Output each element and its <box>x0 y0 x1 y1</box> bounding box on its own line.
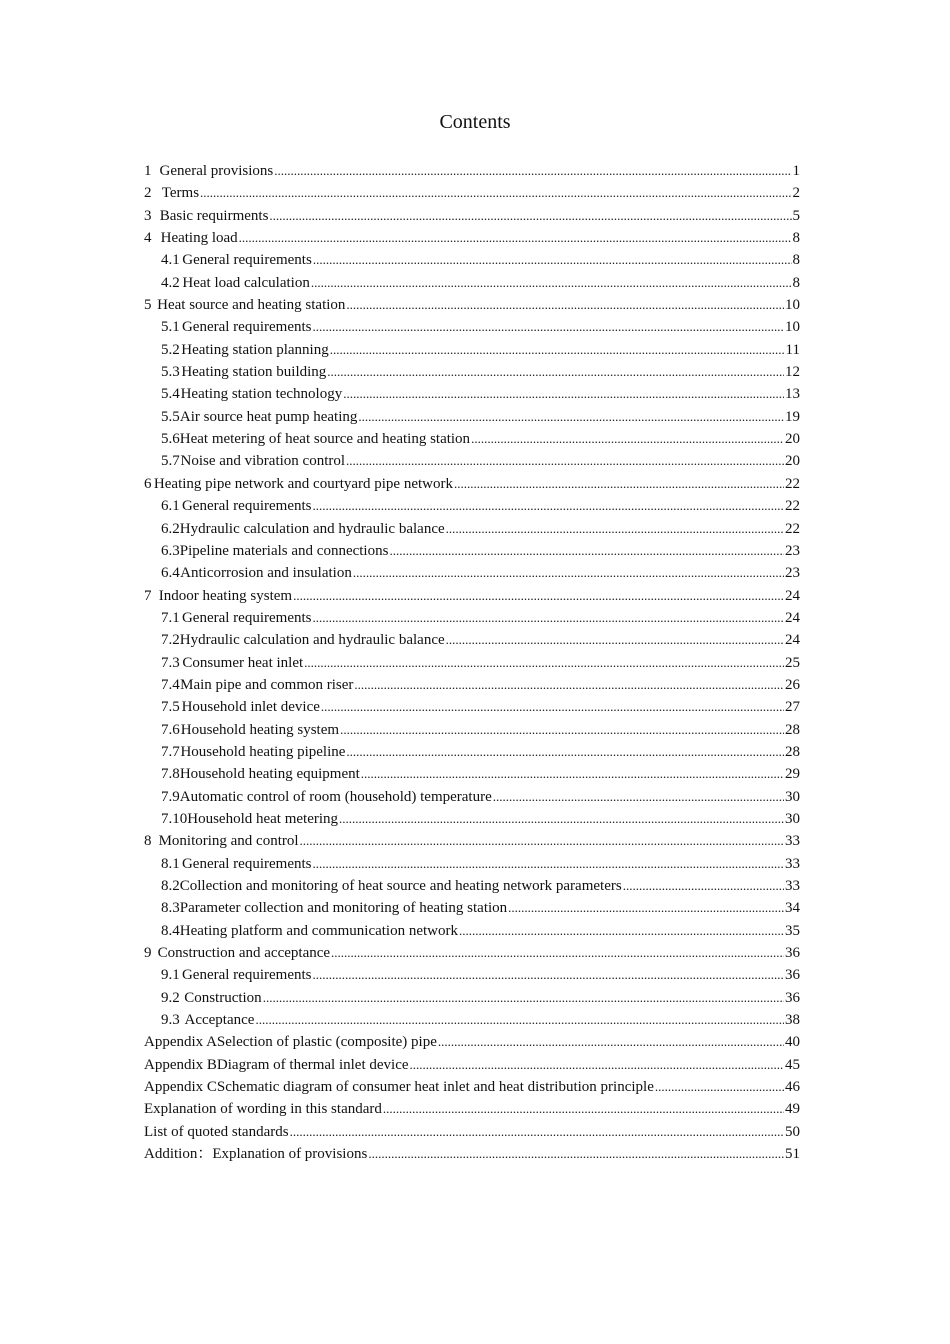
dot-leader <box>313 607 785 629</box>
dot-leader <box>438 1031 784 1053</box>
entry-label: Heat load calculation <box>182 274 310 291</box>
dot-leader <box>313 249 792 271</box>
toc-appendix[interactable] <box>144 1031 800 1053</box>
toc-subentry[interactable] <box>144 450 800 472</box>
dot-leader <box>269 205 791 227</box>
dot-leader <box>354 674 784 696</box>
entry-label: Parameter collection and monitoring of heating station <box>179 900 508 917</box>
entry-label: Schematic diagram of consumer heat inlet and heat distribution principle <box>216 1079 654 1096</box>
entry-number: 7.5 <box>161 699 180 716</box>
entry-label: Monitoring and control <box>158 833 299 850</box>
dot-leader <box>508 897 784 919</box>
dot-leader <box>358 406 784 428</box>
entry-label: Indoor heating system <box>158 587 293 604</box>
dot-leader <box>346 294 784 316</box>
entry-label: Main pipe and common riser <box>180 676 354 693</box>
entry-number: 4.2 <box>161 274 180 291</box>
entry-number: 7.4 <box>161 676 180 693</box>
entry-number: 8.2 <box>161 878 180 894</box>
entry-label: List of quoted standards <box>144 1123 289 1140</box>
entry-number: 7.10 <box>161 810 188 827</box>
toc-entry[interactable] <box>144 205 800 227</box>
page-title: Contents <box>439 111 511 133</box>
entry-number: 2 <box>144 185 152 202</box>
appendix-number: Appendix B <box>144 1056 217 1073</box>
entry-number: 5 <box>144 297 152 314</box>
entry-number: 3 <box>144 207 152 224</box>
entry-label: Heating platform and communication network <box>179 922 459 939</box>
dot-leader <box>331 942 784 964</box>
entry-number: 6.1 <box>161 498 180 515</box>
entry-number: 9.2 <box>161 989 180 1006</box>
toc-subentry[interactable] <box>144 964 800 986</box>
entry-number: 6.2 <box>161 520 180 537</box>
entry-number: 9.1 <box>161 967 180 984</box>
entry-number: 8.3 <box>161 900 180 917</box>
entry-label: Terms <box>161 185 200 202</box>
dot-leader <box>493 786 784 808</box>
entry-number: 9.3 <box>161 1012 180 1029</box>
toc-subentry[interactable] <box>144 741 800 763</box>
entry-number: 5.5 <box>161 408 180 425</box>
entry-page: 36 <box>785 967 800 984</box>
dot-leader <box>239 227 792 249</box>
entry-page: 22 <box>785 475 800 492</box>
entry-page: 45 <box>785 1056 800 1073</box>
entry-number: 6 <box>144 475 152 492</box>
table-of-contents <box>144 160 800 1165</box>
entry-page: 51 <box>785 1146 800 1163</box>
entry-label: Diagram of thermal inlet device <box>216 1056 409 1073</box>
toc-appendix[interactable] <box>144 1054 800 1076</box>
entry-label: Household heating equipment <box>179 766 360 783</box>
entry-page: 20 <box>785 431 800 448</box>
entry-label: General requirements <box>181 855 312 872</box>
entry-number: 5.6 <box>161 431 180 448</box>
entry-page: 36 <box>785 945 800 962</box>
entry-page: 36 <box>785 989 800 1006</box>
entry-page: 28 <box>785 743 800 760</box>
toc-subentry[interactable] <box>144 987 800 1009</box>
entry-number: 7.2 <box>161 632 180 649</box>
toc-subentry[interactable] <box>144 897 800 919</box>
entry-label: Heating station planning <box>181 341 329 358</box>
entry-page: 22 <box>785 498 800 515</box>
entry-page: 23 <box>785 565 800 582</box>
dot-leader <box>353 562 784 584</box>
toc-entry[interactable] <box>144 1098 800 1120</box>
toc-subentry[interactable] <box>144 696 800 718</box>
toc-subentry[interactable] <box>144 920 800 942</box>
dot-leader <box>346 741 784 763</box>
toc-subentry[interactable] <box>144 540 800 562</box>
entry-number: 6.4 <box>161 565 180 582</box>
dot-leader <box>313 316 785 338</box>
entry-page: 29 <box>785 766 800 783</box>
entry-page: 8 <box>792 274 800 291</box>
entry-label: Household heating pipeline <box>180 743 346 760</box>
dot-leader <box>339 808 784 830</box>
entry-page: 28 <box>785 721 800 738</box>
toc-entry[interactable] <box>144 227 800 249</box>
dot-leader <box>471 428 784 450</box>
toc-subentry[interactable] <box>144 249 800 271</box>
entry-number: 5.3 <box>161 364 180 381</box>
entry-page: 10 <box>785 319 800 336</box>
dot-leader <box>446 629 784 651</box>
entry-page: 30 <box>785 788 800 805</box>
entry-label: Construction and acceptance <box>157 945 331 962</box>
entry-number: 9 <box>144 945 152 962</box>
entry-label: Basic requirments <box>159 207 269 224</box>
entry-page: 5 <box>792 207 800 224</box>
entry-label: Acceptance <box>184 1012 255 1029</box>
toc-subentry[interactable] <box>144 786 800 808</box>
toc-entry[interactable] <box>144 942 800 964</box>
entry-number: 7.9 <box>161 788 180 805</box>
entry-page: 11 <box>785 341 800 358</box>
entry-label: Household inlet device <box>181 699 320 716</box>
dot-leader <box>313 964 785 986</box>
toc-subentry[interactable] <box>144 383 800 405</box>
entry-label: Heating station technology <box>180 386 343 403</box>
entry-page: 34 <box>785 900 800 917</box>
entry-page: 13 <box>785 386 800 403</box>
toc-entry[interactable] <box>144 182 800 204</box>
entry-number: 5.7 <box>161 453 180 470</box>
entry-page: 33 <box>785 878 800 894</box>
dot-leader <box>321 696 784 718</box>
dot-leader <box>304 652 784 674</box>
toc-subentry[interactable] <box>144 339 800 361</box>
appendix-number: Appendix C <box>144 1079 217 1096</box>
entry-page: 27 <box>785 699 800 716</box>
entry-label: Collection and monitoring of heat source and heating network parameters <box>179 878 622 894</box>
entry-number: 8 <box>144 833 152 850</box>
entry-number: 5.1 <box>161 319 180 336</box>
dot-leader <box>623 875 784 897</box>
entry-page: 23 <box>785 542 800 559</box>
entry-number: 5.2 <box>161 341 180 358</box>
toc-subentry[interactable] <box>144 629 800 651</box>
toc-subentry[interactable] <box>144 719 800 741</box>
entry-number: 7.1 <box>161 609 180 626</box>
entry-label: Household heat metering <box>187 810 339 827</box>
entry-page: 8 <box>792 230 800 247</box>
dot-leader <box>290 1121 784 1143</box>
toc-subentry[interactable] <box>144 674 800 696</box>
entry-page: 12 <box>785 364 800 381</box>
entry-number: 7.7 <box>161 743 180 760</box>
entry-number: 7 <box>144 587 152 604</box>
entry-page: 22 <box>785 520 800 537</box>
dot-leader <box>200 182 791 204</box>
entry-number: 8.4 <box>161 922 180 939</box>
entry-page: 30 <box>785 810 800 827</box>
entry-label: Automatic control of room (household) temperature <box>179 788 492 805</box>
entry-page: 1 <box>792 163 800 179</box>
entry-number: 5.4 <box>161 386 180 403</box>
entry-number: 4 <box>144 230 152 247</box>
dot-leader <box>300 830 784 852</box>
entry-label: Anticorrosion and insulation <box>180 565 352 582</box>
toc-subentry[interactable] <box>144 763 800 785</box>
entry-number: 7.3 <box>161 654 180 671</box>
dot-leader <box>389 540 784 562</box>
entry-page: 8 <box>792 252 800 269</box>
entry-label: General requirements <box>182 252 312 269</box>
entry-label: General requirements <box>181 967 312 984</box>
dot-leader <box>330 339 785 361</box>
dot-leader <box>313 853 785 875</box>
entry-page: 24 <box>785 609 800 626</box>
entry-page: 10 <box>785 297 800 314</box>
entry-page: 2 <box>792 185 800 202</box>
toc-entry[interactable] <box>144 830 800 852</box>
entry-label: Heating pipe network and courtyard pipe network <box>153 475 453 492</box>
entry-page: 24 <box>785 632 800 649</box>
entry-label: Heat source and heating station <box>157 297 346 314</box>
toc-appendix[interactable] <box>144 1076 800 1098</box>
toc-subentry[interactable] <box>144 361 800 383</box>
dot-leader <box>459 920 784 942</box>
entry-label: General requirements <box>181 498 312 515</box>
entry-label: Heat metering of heat source and heating station <box>179 431 471 448</box>
entry-label: Addition：Explanation of provisions <box>144 1146 368 1163</box>
dot-leader <box>454 473 784 495</box>
toc-subentry[interactable] <box>144 1009 800 1031</box>
toc-subentry[interactable] <box>144 808 800 830</box>
dot-leader <box>340 719 784 741</box>
entry-label: General provisions <box>159 163 274 179</box>
dot-leader <box>655 1076 784 1098</box>
entry-label: Pipeline materials and connections <box>179 542 389 559</box>
toc-entry[interactable] <box>144 294 800 316</box>
toc-entry[interactable] <box>144 473 800 495</box>
entry-label: Hydraulic calculation and hydraulic balance <box>179 632 445 649</box>
entry-page: 24 <box>785 587 800 604</box>
dot-leader <box>410 1054 784 1076</box>
entry-label: Heating load <box>160 230 238 247</box>
toc-subentry[interactable] <box>144 518 800 540</box>
entry-label: Household heating system <box>180 721 340 738</box>
dot-leader <box>255 1009 784 1031</box>
entry-label: Noise and vibration control <box>180 453 346 470</box>
dot-leader <box>368 1143 784 1165</box>
dot-leader <box>313 495 785 517</box>
entry-label: Heating station building <box>181 364 327 381</box>
entry-page: 26 <box>785 676 800 693</box>
entry-page: 38 <box>785 1012 800 1029</box>
toc-subentry[interactable] <box>144 495 800 517</box>
toc-entry[interactable] <box>144 1121 800 1143</box>
dot-leader <box>274 160 791 182</box>
dot-leader <box>346 450 784 472</box>
entry-label: Air source heat pump heating <box>179 408 358 425</box>
dot-leader <box>293 585 784 607</box>
entry-label: General requirements <box>181 319 312 336</box>
entry-page: 40 <box>785 1034 800 1051</box>
entry-label: General requirements <box>181 609 312 626</box>
entry-number: 8.1 <box>161 855 180 872</box>
entry-page: 20 <box>785 453 800 470</box>
dot-leader <box>263 987 784 1009</box>
dot-leader <box>343 383 784 405</box>
dot-leader <box>311 272 792 294</box>
toc-subentry[interactable] <box>144 562 800 584</box>
dot-leader <box>446 518 784 540</box>
toc-entry[interactable] <box>144 585 800 607</box>
entry-page: 33 <box>785 833 800 850</box>
toc-subentry[interactable] <box>144 316 800 338</box>
dot-leader <box>361 763 784 785</box>
entry-label: Construction <box>184 989 262 1006</box>
entry-number: 6.3 <box>161 542 180 559</box>
toc-subentry[interactable] <box>144 875 800 897</box>
entry-number: 7.8 <box>161 766 180 783</box>
toc-entry[interactable] <box>144 1143 800 1165</box>
entry-label: Explanation of wording in this standard <box>144 1101 382 1118</box>
entry-page: 25 <box>785 654 800 671</box>
entry-page: 35 <box>785 922 800 939</box>
entry-label: Selection of plastic (composite) pipe <box>216 1034 437 1051</box>
toc-subentry[interactable] <box>144 428 800 450</box>
entry-page: 19 <box>785 408 800 425</box>
appendix-number: Appendix A <box>144 1034 217 1051</box>
entry-page: 46 <box>785 1079 800 1096</box>
toc-subentry[interactable] <box>144 853 800 875</box>
entry-number: 7.6 <box>161 721 180 738</box>
dot-leader <box>383 1098 784 1120</box>
entry-label: Hydraulic calculation and hydraulic balance <box>179 520 445 537</box>
toc-subentry[interactable] <box>144 652 800 674</box>
entry-number: 1 <box>144 163 152 179</box>
entry-page: 50 <box>785 1123 800 1140</box>
entry-number: 4.1 <box>161 252 180 269</box>
entry-label: Consumer heat inlet <box>182 654 304 671</box>
entry-page: 49 <box>785 1101 800 1118</box>
toc-subentry[interactable] <box>144 607 800 629</box>
toc-subentry[interactable] <box>144 406 800 428</box>
entry-page: 33 <box>785 855 800 872</box>
toc-entry[interactable] <box>144 160 800 182</box>
toc-subentry[interactable] <box>144 272 800 294</box>
dot-leader <box>327 361 784 383</box>
